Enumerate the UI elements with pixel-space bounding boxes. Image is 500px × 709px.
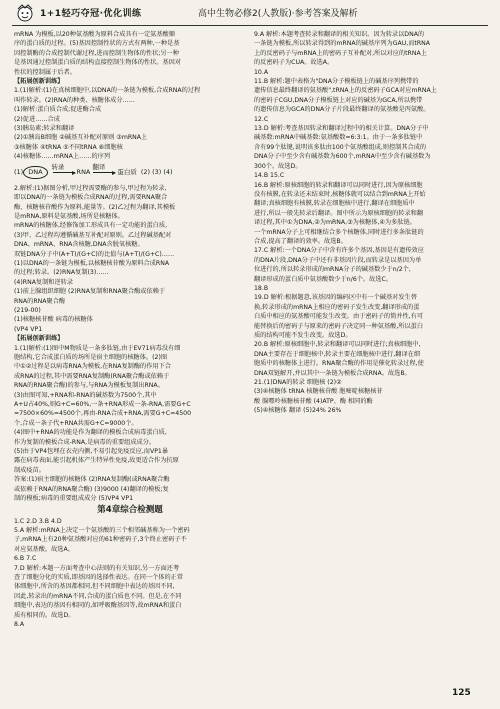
text-line: 一条链为模板,所以转录得到的mRNA的碱基序列为GAU,而tRNA bbox=[254, 40, 431, 48]
text-line: 答案:(1)宿主细胞的核糖体 (2)RNA复制酶(或RNA聚合酶 bbox=[14, 476, 170, 484]
diagram-rna: RNA bbox=[76, 167, 91, 176]
text-line: 是mRNA,原料是氨基酸,场所是核糖体。 bbox=[14, 212, 124, 220]
text-line: 细胞中,表达的基因有相同的,如呼吸酶基因等,故mRNA和蛋白 bbox=[14, 602, 182, 610]
text-line: 10.A bbox=[254, 68, 269, 76]
header-rule bbox=[12, 25, 488, 26]
series-title: 1+1轻巧夺冠·优化训练 bbox=[40, 9, 142, 19]
text-line: A+U占40%,则G+C=60%,一条+RNA形成一条-RNA,需要G+C bbox=[14, 401, 191, 409]
text-line: (2)促进……合成 bbox=[14, 115, 60, 123]
text-line: 因此,转录出的mRNA不同,合成的蛋白质也不同。但是,在不同 bbox=[14, 592, 182, 600]
subject-title: 高中生物必修2(人教版)·参考答案及解析 bbox=[198, 9, 358, 19]
text-line: 1.(1)解析:(1)图中M物质是一条多肽链,由于EV71病毒没有细 bbox=[14, 344, 181, 352]
text-line: (4)核糖体……mRNA上……的序列 bbox=[14, 153, 111, 161]
text-line: RNA的RNA聚合酶)的参与,与RNA为模板复制出RNA。 bbox=[14, 382, 164, 390]
text-line: 能替换后的密码子与原来的密码子决定同一种氨基酸,所以蛋白 bbox=[254, 322, 424, 330]
text-line: mRNA的核糖体,经修饰加工形成具有一定功能的蛋白质, bbox=[14, 222, 168, 230]
text-line: 胞质中的核糖体上进行。RNA聚合酶的作用是催化转录过程,使 bbox=[254, 360, 424, 368]
text-line: 300个。故选D。 bbox=[254, 162, 302, 170]
text-line: (3)甲、乙过程均遵循碱基互补配对原则。乙过程碱基配对 bbox=[14, 231, 172, 239]
text-line: 6.B 7.C bbox=[14, 555, 37, 563]
text-line: 的DNA片段,DNA分子中还有非基因片段,而转录是以基因为单 bbox=[254, 256, 422, 264]
text-line: RNA的RNA聚合酶 bbox=[14, 297, 66, 305]
section-heading: 【拓展创新训练】 bbox=[14, 78, 64, 86]
section-heading: 【拓展创新训练】 bbox=[14, 335, 64, 343]
text-line: 没有核膜,在转录还未结束时,核糖体就可以结合到mRNA上开始 bbox=[254, 190, 426, 198]
text-line: 制的模板;病毒的重要组成成分 (5)VP4 VP1 bbox=[14, 495, 134, 503]
text-line: 查了细胞分化的实质,即基因的选择性表达。在同一个体的正常 bbox=[14, 573, 184, 581]
text-line: 9.A 解析:本题考查转录和翻译的相关知识。因为转录以DNA的 bbox=[254, 31, 425, 38]
diagram-transcribe-label: 转录 bbox=[51, 162, 65, 171]
text-line: 的反密码子为CUA。故选A。 bbox=[254, 59, 334, 67]
text-line: (2)①胰岛B细胞 ②碱基互补配对原则 ③mRNA上 bbox=[14, 134, 148, 142]
text-line: 17.C 解析:一个DNA分子中含有许多个基因,基因是有遗传效应 bbox=[254, 247, 424, 255]
text-line: (1)核糖核苷酸 病毒的核糖体 bbox=[14, 316, 93, 324]
text-line: 18.B bbox=[254, 284, 269, 292]
mascot-logo-icon bbox=[14, 3, 36, 23]
text-line: 双链DNA分子中(A+T)/(G+C)的比值与(A+T)/(G+C)…… bbox=[14, 250, 175, 258]
text-line: 进行,所以一般先转录后翻译。图中所示为原核细胞的转录和翻 bbox=[254, 209, 424, 217]
text-line: 的遗传信息为GCA的DNA分子片段最终翻译的氨基酸是丙氨酸。 bbox=[254, 106, 430, 114]
text-line: 作为复制的模板合成-RNA,是病毒的重要组成成分。 bbox=[14, 438, 156, 446]
text-line: (1)前上腺组织细胞 (2)RNA复制和RNA聚合酶或依赖于 bbox=[14, 288, 166, 296]
text-line: 酸 腺嘌呤核糖核苷酸 (4)ATP、酶 相同的酶 bbox=[254, 397, 373, 405]
text-line: 酶、核糖核苷酸作为原料,能量等。(2)乙过程为翻译,其模板 bbox=[14, 203, 176, 211]
page-number: 125 bbox=[452, 688, 471, 698]
text-line: (VP4 VP1 bbox=[14, 325, 43, 333]
text-line: 胞结构,它合成蛋白质的场所是宿主细胞的核糖体。(2)图 bbox=[14, 354, 168, 361]
text-line: 是基因通过控制蛋白质的结构直接控制生物体的性状。基因对 bbox=[14, 59, 182, 67]
text-line: 成RNA的过程,其中需要RNA复制酶(RNA聚合酶或依赖于 bbox=[14, 372, 170, 380]
right-column bbox=[254, 30, 488, 416]
text-line: 20.B 解析:原核细胞中,转录和翻译可以同时进行;真核细胞中, bbox=[254, 341, 421, 349]
text-line: 1.(1)解析:(1)在真核细胞中,以DNA的一条链为模板,合成RNA的过程 bbox=[14, 87, 201, 95]
text-line: 性状的控制属于后者。 bbox=[14, 68, 76, 76]
text-line: =7500×60%=4500个,再由-RNA合成+RNA,需要G+C=4500 bbox=[14, 410, 192, 418]
text-line: ③核糖体 ④tRNA ⑤不同tRNA ⑥细胞核 bbox=[14, 143, 123, 151]
text-line: 19.D 解析:根据题意,该基因的编码区中有一个碱基对发生替 bbox=[254, 294, 417, 302]
text-line: 对应氨基酸。故选A。 bbox=[14, 545, 74, 553]
text-line: 翻译;真核细胞有核膜,转录在细胞核中进行,翻译在细胞质中 bbox=[254, 200, 415, 208]
text-line: 露在病毒表面,能引起机体产生特异性免疫,故更适合作为抗原 bbox=[14, 457, 179, 465]
text-line: DNA双链解开,并以其中一条链为模板合成RNA。故选B。 bbox=[254, 369, 411, 377]
diagram-index: (1) bbox=[14, 167, 24, 176]
text-line: 译过程,其中①为DNA,②为mRNA,③为核糖体,④为多肽链。 bbox=[254, 219, 416, 227]
text-line: 质有相同的。故选D。 bbox=[14, 611, 75, 619]
text-line: 12.C bbox=[254, 115, 269, 123]
text-line: 换,转录形成的mRNA上相应的密码子发生改变,翻译形成的蛋 bbox=[254, 303, 420, 311]
diagram-translate-label: 翻译 bbox=[92, 162, 106, 171]
left-column bbox=[14, 30, 246, 629]
text-line: (4)RNA复制和逆转录 bbox=[14, 278, 74, 286]
text-line: 16.B 解析:原核细胞的转录和翻译可以同时进行,因为原核细胞 bbox=[254, 181, 423, 189]
text-line: 含有99个肽键,说明该多肽由100个氨基酸组成,则控制其合成的 bbox=[254, 143, 427, 151]
diagram-index: (4) bbox=[163, 167, 173, 176]
text-line: DNA主要存在于细胞核中,转录主要在细胞核中进行,翻译在细 bbox=[254, 350, 421, 358]
text-line: (5)④核糖体 翻译 (5)24% 26% bbox=[254, 407, 342, 415]
arrow-right-icon bbox=[53, 172, 75, 173]
text-line: 21.(1)DNA的转录 细胞核 (2)② bbox=[254, 379, 342, 387]
text-line: 位进行的,所以转录形成的mRNA分子的碱基数少于n/2个, bbox=[254, 266, 411, 274]
text-line: (5)由于VP4包埋在衣壳内侧,不易引起免疫反应,而VP1暴 bbox=[14, 448, 169, 456]
text-line: 叫作转录。(2)RNA的种类、核糖体成分…… bbox=[14, 96, 135, 104]
text-line: 子,mRNA上有20种氨基酸对应的61种密码子,3个终止密码子不 bbox=[14, 536, 187, 544]
text-line: 合成,提高了翻译的效率。故选B。 bbox=[254, 237, 347, 245]
text-line: (3)④核糖体 tRNA 核糖核苷酸 胞嘧啶核糖核苷 bbox=[254, 388, 383, 396]
chapter-title: 第4章综合检测题 bbox=[97, 504, 163, 515]
text-line: 1.C 2.D 3.B 4.D bbox=[14, 517, 62, 525]
text-line: (1)解析:蛋白质合成;促进酶合成 bbox=[14, 106, 102, 114]
text-line: 即以DNA的一条链为模板合成RNA的过程,需要RNA聚合 bbox=[14, 194, 168, 202]
text-line: (3)胰岛素;转录和翻译 bbox=[14, 125, 75, 133]
text-line: mRNA 为模板,以20种氨基酸为原料合成具有一定氨基酸顺 bbox=[14, 31, 175, 38]
text-line: 因控制酶的合成控制代谢过程,进而控制生物体的性状;另一种 bbox=[14, 49, 179, 57]
diagram-protein: 蛋白质 bbox=[117, 167, 137, 176]
text-line: 体细胞中,所含的基因都相同,但不同细胞中表达的基因不同, bbox=[14, 583, 175, 591]
text-line: (219-00) bbox=[14, 306, 41, 314]
text-line: 的过程;转录。(2)RNA复制(3)…… bbox=[14, 269, 109, 277]
text-line: 个,合成一条子代+RNA共需G+C=9000个。 bbox=[14, 419, 138, 427]
text-line: 2.解析:(1)据图分析,甲过程需要酶的参与,甲过程为转录, bbox=[14, 184, 167, 192]
text-line: 翻译形成的蛋白质中氨基酸数少于n/6个。故选C。 bbox=[254, 275, 393, 283]
diagram-index: (3) bbox=[152, 167, 162, 176]
text-line: 中①②过程是以病毒RNA为模板,在RNA复制酶的作用下合 bbox=[14, 363, 171, 371]
text-line: (4)图中+RNA的功能是作为翻译的模板合成病毒蛋白质, bbox=[14, 429, 167, 437]
diagram-dna: DNA bbox=[23, 166, 47, 179]
text-line: 5.A 解析:mRNA上决定一个氨基酸的三个相邻碱基称为一个密码 bbox=[14, 526, 190, 534]
text-line: 上的反密码子与mRNA上的密码子互补配对,所以对应的tRNA上 bbox=[254, 49, 427, 57]
text-line: 8.A bbox=[14, 620, 25, 628]
text-line: 14.B 15.C bbox=[254, 172, 285, 180]
arrow-right-icon bbox=[93, 172, 115, 173]
text-line: 制成疫苗。 bbox=[14, 466, 45, 474]
text-line: 白质中相应的氨基酸可能发生改变。由于密码子的简并性,有可 bbox=[254, 313, 424, 321]
text-line: 一个mRNA分子上可相继结合多个核糖体,同时进行多条肽链的 bbox=[254, 228, 424, 236]
text-line: 质的结构可能不发生改变。故选D。 bbox=[254, 332, 352, 339]
text-line: DNA、mRNA、RNA含核糖,DNA含脱氧核糖。 bbox=[14, 241, 144, 249]
text-line: 11.B 解析:题中表格为"DNA分子模板链上的碱基序列携带的 bbox=[254, 78, 419, 86]
text-line: 7.D 解析:本题一方面考查中心法则的有关知识,另一方面还考 bbox=[14, 564, 180, 572]
text-line: DNA分子中至少含有碱基数为600个,mRNA中至少含有碱基数为 bbox=[254, 153, 431, 161]
diagram-index: (2) bbox=[140, 167, 151, 176]
text-line: 序的蛋白质的过程。(5)基因控制性状的方式有两种,一种是基 bbox=[14, 40, 180, 48]
text-line: 的密码子CGU,DNA分子模板链上对应的碱基为GCA,所以携带 bbox=[254, 96, 423, 104]
text-line: 碱基数:mRNA中碱基数:氨基酸数=6:3:1。由于一条多肽链中 bbox=[254, 134, 423, 142]
central-dogma-diagram bbox=[14, 163, 246, 183]
page-header bbox=[0, 0, 500, 26]
text-line: 或依赖于RNA的RNA聚合酶) (3)9000 (4)翻译的模板;复 bbox=[14, 485, 169, 493]
text-line: (1)以DNA的一条链为模板,以核糖核苷酸为原料合成RNA bbox=[14, 259, 170, 267]
text-line: (3)由图可知,+RNA和-RNA的碱基数为7500个,其中 bbox=[14, 391, 157, 399]
text-line: 13.D 解析:考查基因转录和翻译过程中的相关计算。DNA分子中 bbox=[254, 125, 429, 133]
text-line: 遗传信息最终翻译的氨基酸",tRNA上的反密码子GCA对应mRNA上 bbox=[254, 87, 437, 95]
